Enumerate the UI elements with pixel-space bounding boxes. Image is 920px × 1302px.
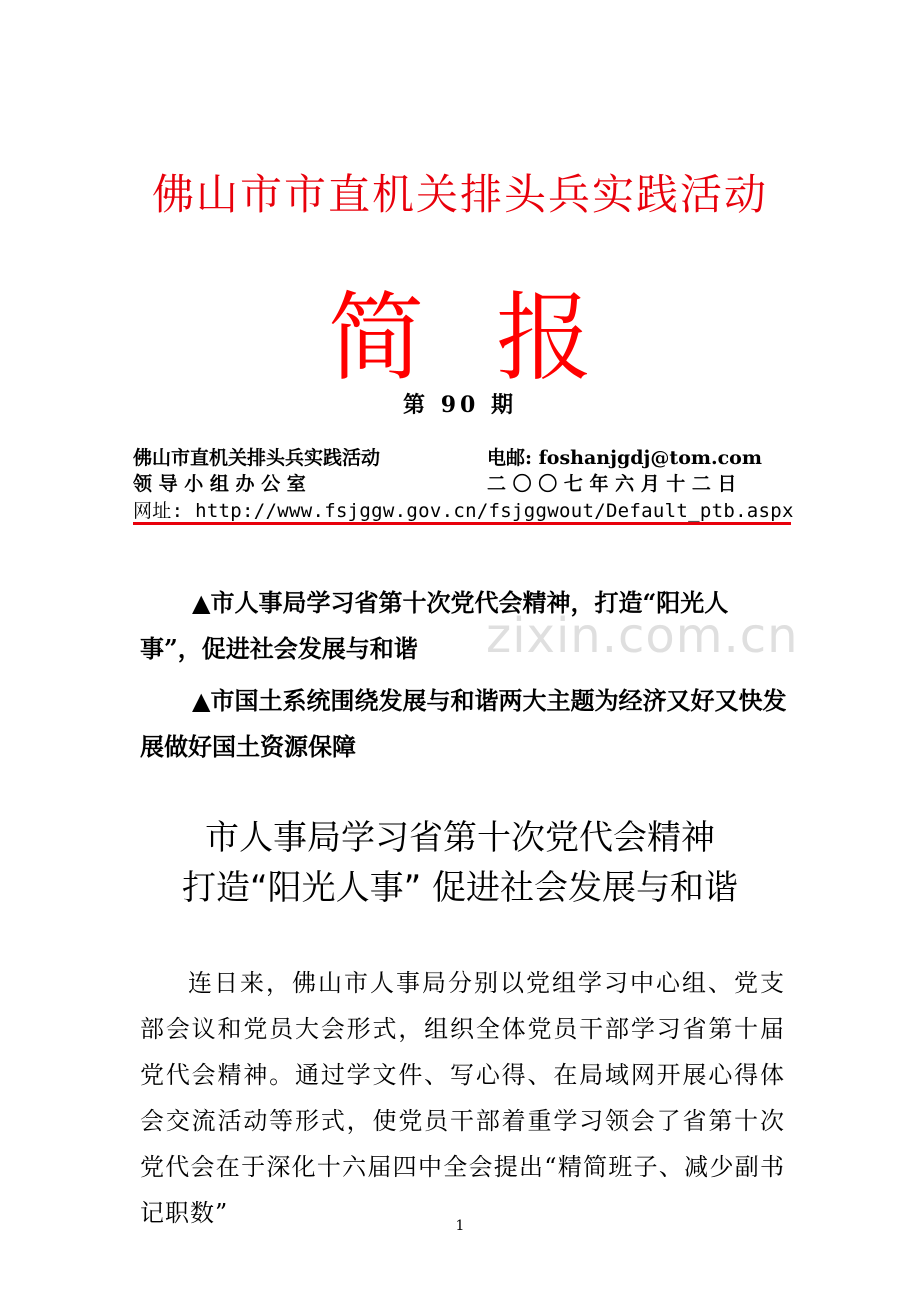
- page-number: 1: [455, 1218, 465, 1234]
- bulletin-title-char-2: 报: [496, 282, 592, 394]
- website-link[interactable]: 网址: http://www.fsjggw.gov.cn/fsjggwout/Default_ptb.aspx: [133, 500, 794, 522]
- article-title-line2: 打造“阳光人事” 促进社会发展与和谐: [181, 868, 739, 908]
- article-title-line1: 市人事局学习省第十次党代会精神: [205, 818, 715, 858]
- header-divider: [133, 522, 791, 525]
- bulletin-title-char-1: 简: [328, 282, 424, 394]
- org-title: 佛山市市直机关排头兵实践活动: [151, 170, 768, 219]
- email-line: 电邮: foshanjgdj@tom.com: [487, 447, 762, 469]
- article-body: 连日来，佛山市人事局分别以党组学习中心组、党支部会议和党员大会形式，组织全体党员干部学习省第十届党代会精神。通过学文件、写心得、在局域网开展心得体会交流活动等形式，使党员干部着重学习领会了省第十次党代会在于深化十六届四中全会提出“精简班子、减少副书记职数”: [140, 969, 785, 1227]
- summary-item: ▲市人事局学习省第十次党代会精神，打造“阳光人事”，促进社会发展与和谐: [140, 588, 729, 663]
- summary-item: ▲市国土系统围绕发展与和谐两大主题为经济又好又快发展做好国土资源保障: [140, 686, 787, 761]
- issue-date: 二 〇 〇 七 年 六 月 十 二 日: [487, 473, 737, 495]
- watermark: zixin.com.cn: [486, 608, 799, 664]
- office-name-line2: 领 导 小 组 办 公 室: [133, 473, 306, 495]
- bulletin-title: [0, 262, 920, 399]
- issue-number: 第 90 期: [403, 392, 517, 418]
- office-name-line1: 佛山市直机关排头兵实践活动: [133, 447, 381, 469]
